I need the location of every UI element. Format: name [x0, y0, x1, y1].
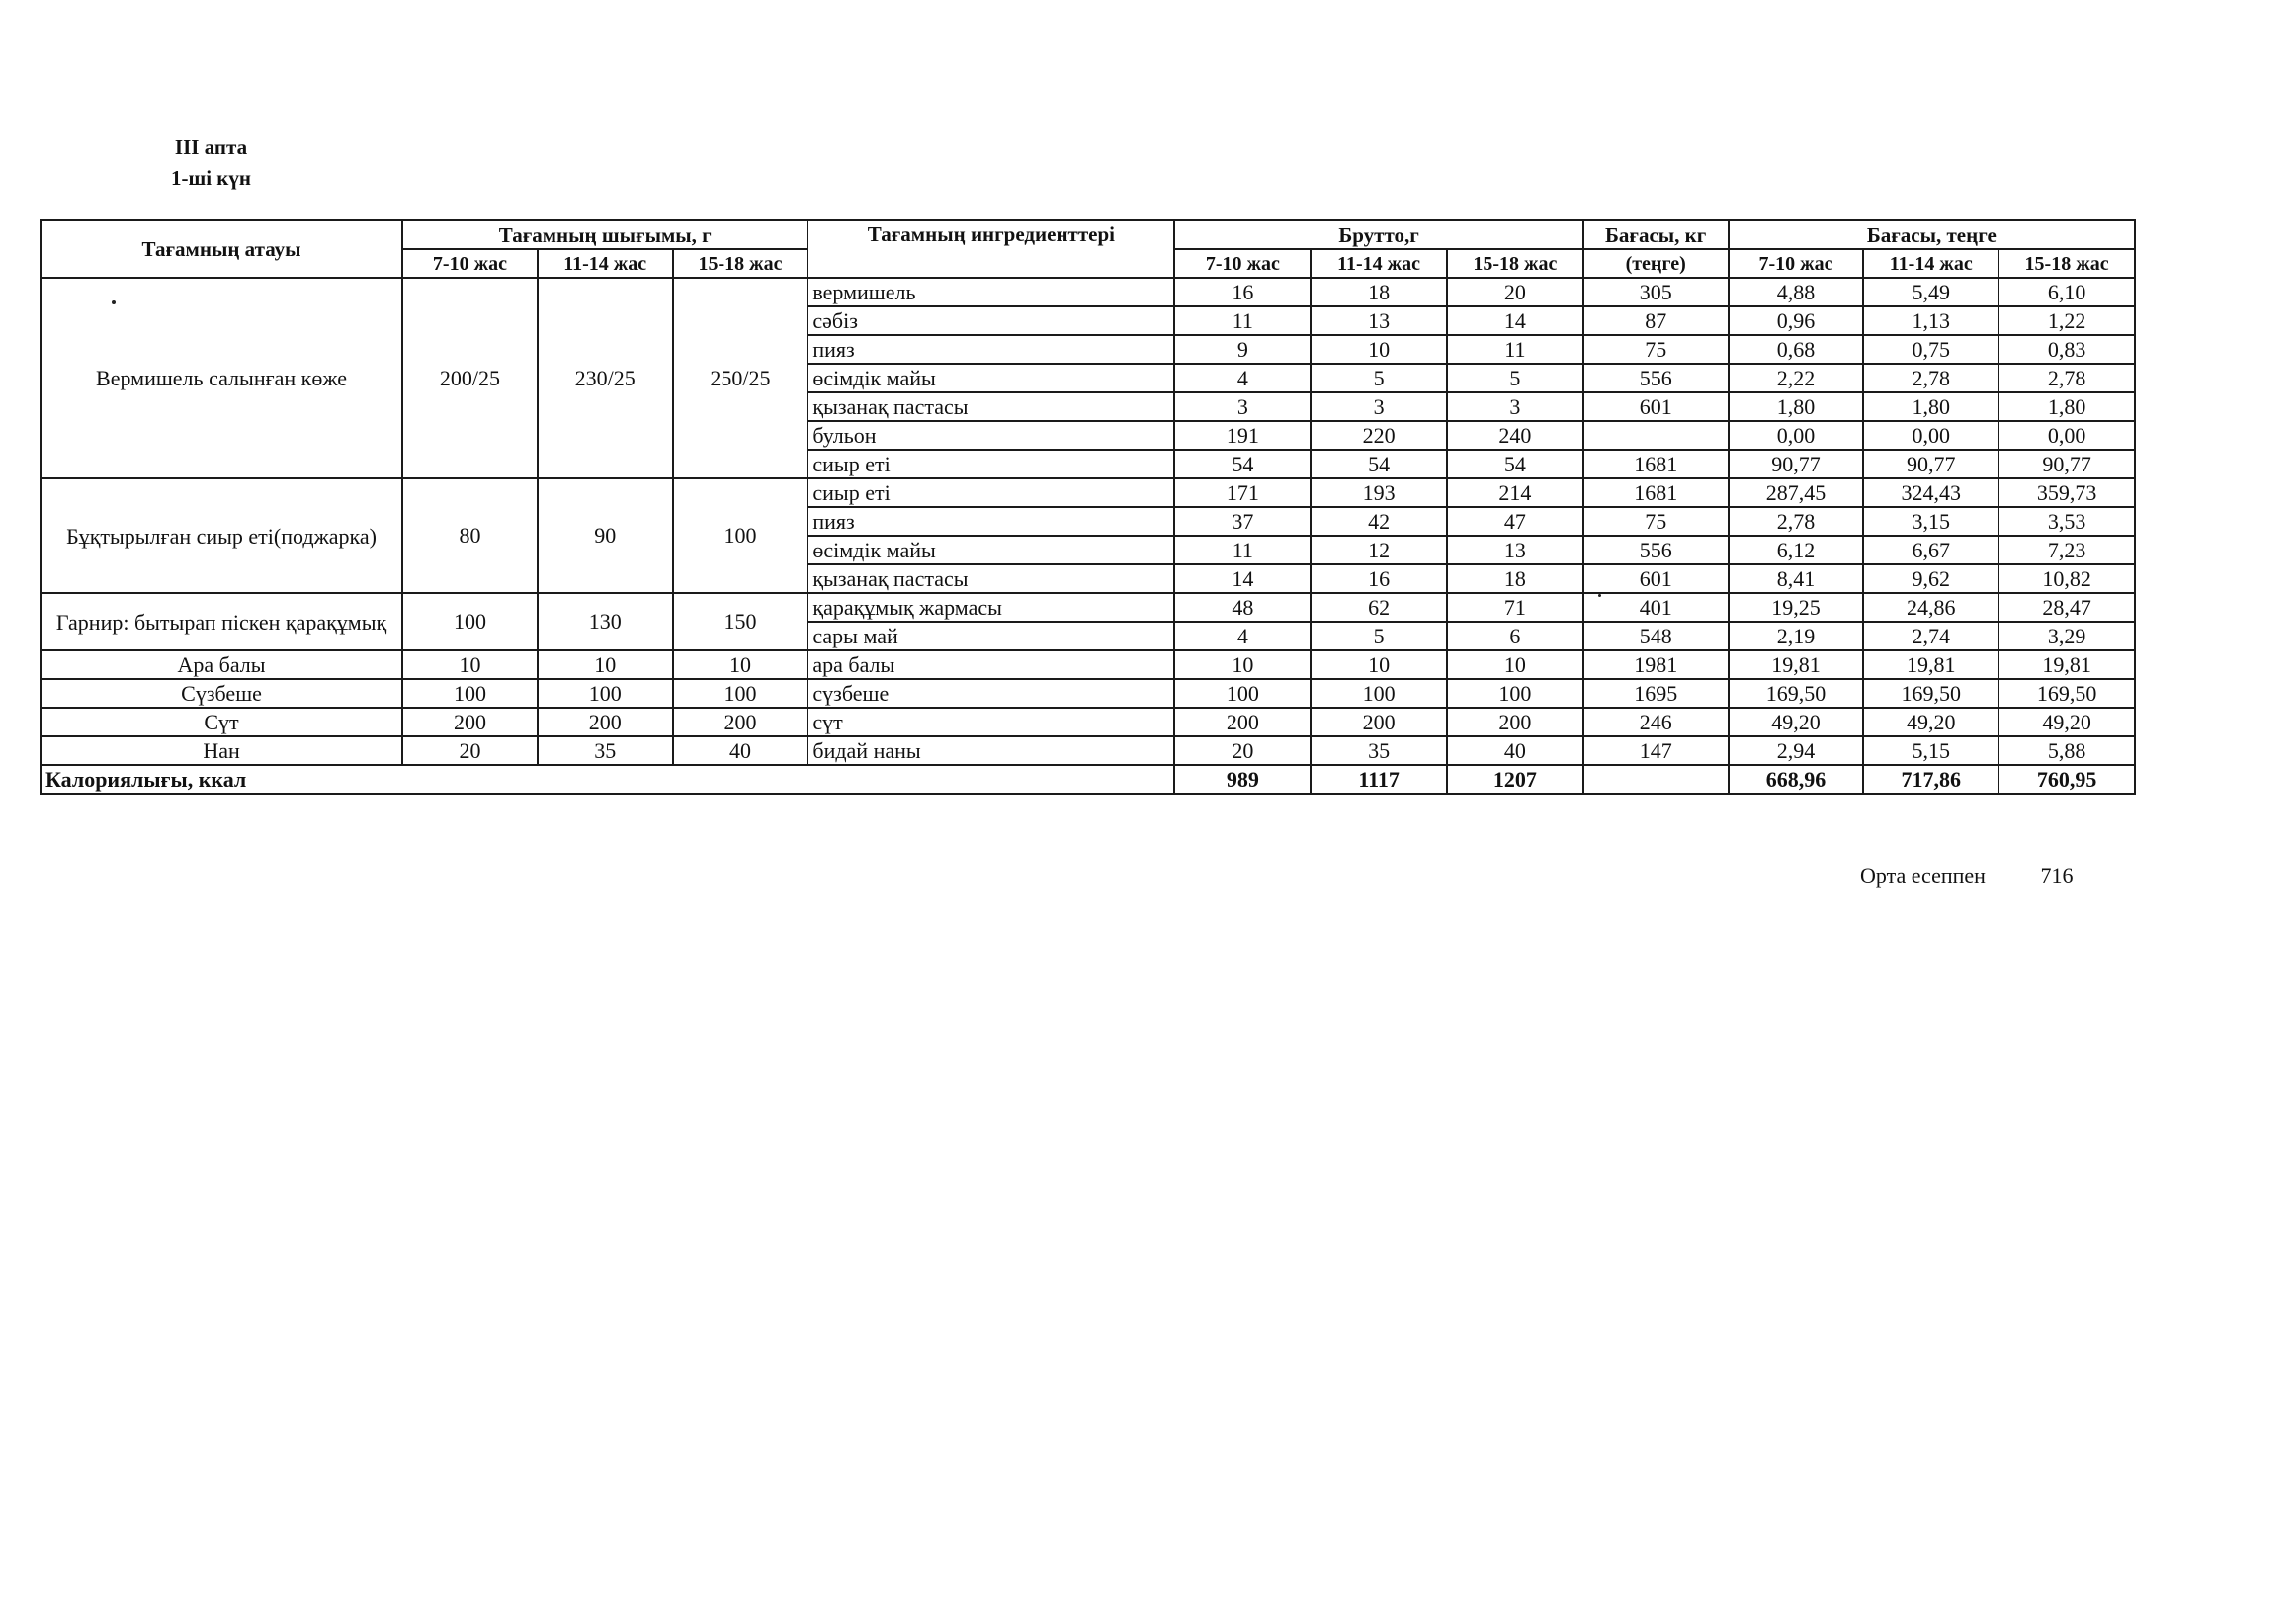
- brutto-value: 5: [1311, 364, 1447, 392]
- price-per-kg: 246: [1583, 708, 1729, 736]
- dish-name: Нан: [41, 736, 402, 765]
- header-dish-name: Тағамның атауы: [41, 220, 402, 278]
- price-value: 5,88: [1998, 736, 2135, 765]
- dish-yield: 10: [402, 650, 538, 679]
- price-value: 24,86: [1863, 593, 1998, 622]
- dish-yield: 200/25: [402, 278, 538, 478]
- header-price: Бағасы, теңге: [1729, 220, 2135, 249]
- brutto-value: 5: [1447, 364, 1583, 392]
- header-yield-age: 7-10 жас: [402, 249, 538, 278]
- brutto-value: 54: [1311, 450, 1447, 478]
- total-brutto: 989: [1174, 765, 1311, 794]
- table-row: [41, 736, 2135, 765]
- week-title: III апта: [174, 135, 248, 159]
- price-value: 90,77: [1729, 450, 1864, 478]
- brutto-value: 3: [1447, 392, 1583, 421]
- dish-yield: 80: [402, 478, 538, 593]
- brutto-value: 11: [1174, 306, 1311, 335]
- dish-yield: 100: [673, 679, 808, 708]
- price-per-kg: 401: [1583, 593, 1729, 622]
- price-value: 2,22: [1729, 364, 1864, 392]
- menu-table-body: [41, 220, 2135, 794]
- price-value: 2,78: [1729, 507, 1864, 536]
- brutto-value: 200: [1174, 708, 1311, 736]
- brutto-value: 171: [1174, 478, 1311, 507]
- price-value: 287,45: [1729, 478, 1864, 507]
- table-row: [41, 278, 2135, 306]
- brutto-value: 11: [1447, 335, 1583, 364]
- brutto-value: 54: [1174, 450, 1311, 478]
- dish-yield: 200: [673, 708, 808, 736]
- ingredient-name: бульон: [808, 421, 1174, 450]
- price-value: 0,83: [1998, 335, 2135, 364]
- ingredient-name: пияз: [808, 507, 1174, 536]
- header-brutto-age: 7-10 жас: [1174, 249, 1311, 278]
- dish-yield: 200: [402, 708, 538, 736]
- brutto-value: 12: [1311, 536, 1447, 564]
- brutto-value: 42: [1311, 507, 1447, 536]
- price-value: 10,82: [1998, 564, 2135, 593]
- brutto-value: 6: [1447, 622, 1583, 650]
- total-price: 760,95: [1998, 765, 2135, 794]
- price-per-kg: 601: [1583, 564, 1729, 593]
- calories-label: Калориялығы, ккал: [41, 765, 1174, 794]
- ingredient-name: сиыр еті: [808, 478, 1174, 507]
- brutto-value: 11: [1174, 536, 1311, 564]
- day-title: 1-ші күн: [171, 166, 252, 190]
- price-value: 19,81: [1998, 650, 2135, 679]
- price-per-kg: 305: [1583, 278, 1729, 306]
- total-brutto: 1207: [1447, 765, 1583, 794]
- total-brutto: 1117: [1311, 765, 1447, 794]
- brutto-value: 48: [1174, 593, 1311, 622]
- header-brutto: Брутто,г: [1174, 220, 1582, 249]
- ingredient-name: сүт: [808, 708, 1174, 736]
- price-value: 2,19: [1729, 622, 1864, 650]
- dish-yield: 250/25: [673, 278, 808, 478]
- price-value: 49,20: [1729, 708, 1864, 736]
- price-value: 2,78: [1863, 364, 1998, 392]
- brutto-value: 4: [1174, 622, 1311, 650]
- brutto-value: 3: [1311, 392, 1447, 421]
- price-value: 19,81: [1863, 650, 1998, 679]
- ingredient-name: вермишель: [808, 278, 1174, 306]
- header-price-age: 7-10 жас: [1729, 249, 1864, 278]
- dish-name: Сүт: [41, 708, 402, 736]
- ingredient-name: қызанақ пастасы: [808, 564, 1174, 593]
- price-value: 2,94: [1729, 736, 1864, 765]
- brutto-value: 37: [1174, 507, 1311, 536]
- dish-yield: 150: [673, 593, 808, 650]
- brutto-value: 4: [1174, 364, 1311, 392]
- brutto-value: 13: [1311, 306, 1447, 335]
- brutto-value: 54: [1447, 450, 1583, 478]
- price-per-kg: 75: [1583, 335, 1729, 364]
- price-value: 1,13: [1863, 306, 1998, 335]
- price-per-kg: 1695: [1583, 679, 1729, 708]
- brutto-value: 16: [1311, 564, 1447, 593]
- header-price-kg-unit: (теңге): [1583, 249, 1729, 278]
- price-value: 7,23: [1998, 536, 2135, 564]
- brutto-value: 14: [1174, 564, 1311, 593]
- price-value: 5,49: [1863, 278, 1998, 306]
- ingredient-name: қызанақ пастасы: [808, 392, 1174, 421]
- table-row: [41, 593, 2135, 622]
- price-value: 6,10: [1998, 278, 2135, 306]
- brutto-value: 20: [1447, 278, 1583, 306]
- ingredient-name: сүзбеше: [808, 679, 1174, 708]
- brutto-value: 40: [1447, 736, 1583, 765]
- price-value: 0,00: [1863, 421, 1998, 450]
- brutto-value: 71: [1447, 593, 1583, 622]
- ingredient-name: сәбіз: [808, 306, 1174, 335]
- table-row: [41, 679, 2135, 708]
- brutto-value: 20: [1174, 736, 1311, 765]
- price-per-kg: 548: [1583, 622, 1729, 650]
- brutto-value: 47: [1447, 507, 1583, 536]
- dish-name: Бұқтырылған сиыр еті(поджарка): [41, 478, 402, 593]
- header-price-age: 11-14 жас: [1863, 249, 1998, 278]
- brutto-value: 10: [1311, 650, 1447, 679]
- ingredient-name: өсімдік майы: [808, 536, 1174, 564]
- dish-yield: 100: [402, 593, 538, 650]
- header-row-1: [41, 220, 2135, 249]
- price-per-kg: 556: [1583, 536, 1729, 564]
- brutto-value: 14: [1447, 306, 1583, 335]
- ingredient-name: өсімдік майы: [808, 364, 1174, 392]
- price-value: 1,80: [1729, 392, 1864, 421]
- brutto-value: 200: [1447, 708, 1583, 736]
- ingredient-name: бидай наны: [808, 736, 1174, 765]
- brutto-value: 193: [1311, 478, 1447, 507]
- brutto-value: 13: [1447, 536, 1583, 564]
- dish-yield: 130: [538, 593, 673, 650]
- brutto-value: 100: [1311, 679, 1447, 708]
- price-per-kg: 1681: [1583, 478, 1729, 507]
- price-per-kg: 601: [1583, 392, 1729, 421]
- average-value: 716: [2040, 863, 2074, 888]
- dish-name: Ара балы: [41, 650, 402, 679]
- price-value: 0,00: [1998, 421, 2135, 450]
- table-row: [41, 478, 2135, 507]
- price-value: 6,12: [1729, 536, 1864, 564]
- header-yield-age: 11-14 жас: [538, 249, 673, 278]
- dish-yield: 230/25: [538, 278, 673, 478]
- brutto-value: 35: [1311, 736, 1447, 765]
- price-per-kg: 75: [1583, 507, 1729, 536]
- brutto-value: 214: [1447, 478, 1583, 507]
- header-price-kg: Бағасы, кг: [1583, 220, 1729, 249]
- ingredient-name: қарақұмық жармасы: [808, 593, 1174, 622]
- brutto-value: 220: [1311, 421, 1447, 450]
- scan-speck: [1598, 594, 1601, 597]
- dish-yield: 40: [673, 736, 808, 765]
- total-price: 717,86: [1863, 765, 1998, 794]
- price-value: 0,75: [1863, 335, 1998, 364]
- price-value: 2,78: [1998, 364, 2135, 392]
- brutto-value: 100: [1447, 679, 1583, 708]
- header-yield: Тағамның шығымы, г: [402, 220, 808, 249]
- price-per-kg: 1681: [1583, 450, 1729, 478]
- dish-name: Вермишель салынған көже: [41, 278, 402, 478]
- price-per-kg: 1981: [1583, 650, 1729, 679]
- price-value: 2,74: [1863, 622, 1998, 650]
- price-value: 0,00: [1729, 421, 1864, 450]
- price-value: 324,43: [1863, 478, 1998, 507]
- ingredient-name: сары май: [808, 622, 1174, 650]
- table-row: [41, 650, 2135, 679]
- menu-table: [40, 219, 2136, 795]
- price-value: 19,25: [1729, 593, 1864, 622]
- dish-yield: 10: [538, 650, 673, 679]
- ingredient-name: пияз: [808, 335, 1174, 364]
- price-per-kg: 556: [1583, 364, 1729, 392]
- price-value: 49,20: [1863, 708, 1998, 736]
- dish-yield: 10: [673, 650, 808, 679]
- brutto-value: 10: [1311, 335, 1447, 364]
- price-value: 1,80: [1863, 392, 1998, 421]
- price-value: 1,22: [1998, 306, 2135, 335]
- brutto-value: 18: [1447, 564, 1583, 593]
- price-value: 359,73: [1998, 478, 2135, 507]
- brutto-value: 3: [1174, 392, 1311, 421]
- totals-row: [41, 765, 2135, 794]
- average-label: Орта есеппен: [1860, 863, 1986, 888]
- header-ingredients: Тағамның ингредиенттері: [808, 220, 1174, 278]
- brutto-value: 191: [1174, 421, 1311, 450]
- price-value: 169,50: [1863, 679, 1998, 708]
- price-value: 169,50: [1729, 679, 1864, 708]
- ingredient-name: ара балы: [808, 650, 1174, 679]
- header-brutto-age: 15-18 жас: [1447, 249, 1583, 278]
- price-value: 90,77: [1863, 450, 1998, 478]
- brutto-value: 16: [1174, 278, 1311, 306]
- price-value: 28,47: [1998, 593, 2135, 622]
- ingredient-name: сиыр еті: [808, 450, 1174, 478]
- dish-yield: 100: [402, 679, 538, 708]
- price-value: 3,53: [1998, 507, 2135, 536]
- price-value: 19,81: [1729, 650, 1864, 679]
- total-price-kg-empty: [1583, 765, 1729, 794]
- brutto-value: 9: [1174, 335, 1311, 364]
- price-value: 0,96: [1729, 306, 1864, 335]
- dish-yield: 35: [538, 736, 673, 765]
- table-row: [41, 708, 2135, 736]
- price-value: 1,80: [1998, 392, 2135, 421]
- brutto-value: 18: [1311, 278, 1447, 306]
- dish-yield: 100: [538, 679, 673, 708]
- price-value: 3,15: [1863, 507, 1998, 536]
- brutto-value: 240: [1447, 421, 1583, 450]
- brutto-value: 10: [1174, 650, 1311, 679]
- price-value: 5,15: [1863, 736, 1998, 765]
- price-value: 9,62: [1863, 564, 1998, 593]
- brutto-value: 200: [1311, 708, 1447, 736]
- total-price: 668,96: [1729, 765, 1864, 794]
- average-footer: [1860, 863, 2073, 889]
- price-value: 4,88: [1729, 278, 1864, 306]
- brutto-value: 5: [1311, 622, 1447, 650]
- price-per-kg: 147: [1583, 736, 1729, 765]
- brutto-value: 100: [1174, 679, 1311, 708]
- price-per-kg: [1583, 421, 1729, 450]
- page-heading: [171, 132, 251, 194]
- dish-name: Сүзбеше: [41, 679, 402, 708]
- dish-yield: 20: [402, 736, 538, 765]
- price-per-kg: 87: [1583, 306, 1729, 335]
- header-yield-age: 15-18 жас: [673, 249, 808, 278]
- dish-yield: 90: [538, 478, 673, 593]
- dish-yield: 200: [538, 708, 673, 736]
- brutto-value: 62: [1311, 593, 1447, 622]
- price-value: 8,41: [1729, 564, 1864, 593]
- price-value: 0,68: [1729, 335, 1864, 364]
- dish-yield: 100: [673, 478, 808, 593]
- price-value: 169,50: [1998, 679, 2135, 708]
- price-value: 49,20: [1998, 708, 2135, 736]
- header-brutto-age: 11-14 жас: [1311, 249, 1447, 278]
- dish-name: Гарнир: бытырап піскен қарақұмық: [41, 593, 402, 650]
- price-value: 3,29: [1998, 622, 2135, 650]
- price-value: 90,77: [1998, 450, 2135, 478]
- brutto-value: 10: [1447, 650, 1583, 679]
- price-value: 6,67: [1863, 536, 1998, 564]
- header-price-age: 15-18 жас: [1998, 249, 2135, 278]
- scan-speck: [112, 300, 116, 304]
